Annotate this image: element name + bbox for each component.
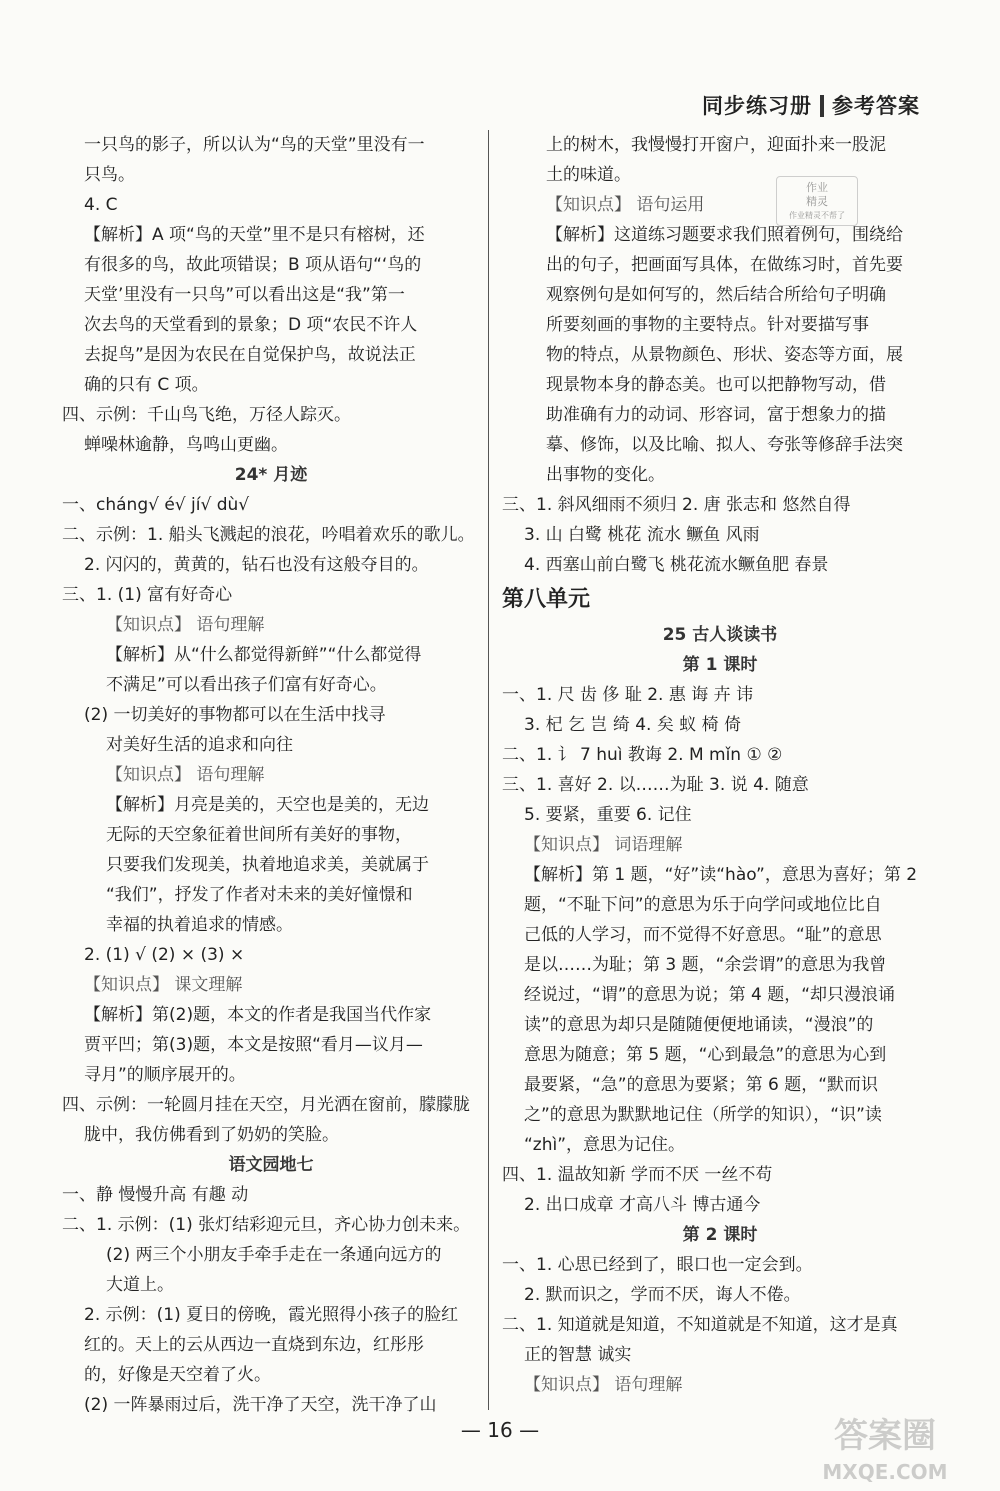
right-column [502,130,938,1400]
text-line: 胧中，我仿佛看到了奶奶的笑脸。 [84,1125,339,1145]
text-line: 2. 闪闪的，黄黄的，钻石也没有这般夺目的。 [84,555,429,575]
section-title: 参考答案 [832,94,920,118]
text-line: 【解析】从“什么都觉得新鲜”“什么都觉得 [106,645,422,665]
text-line: 【解析】这道练习题要求我们照着例句，围绕给 [546,225,903,245]
text-line: 所要刻画的事物的主要特点。针对要描写事 [546,315,869,335]
text-line: 【知识点】 词语理解 [524,835,683,855]
page-number: — 16 — [460,1418,540,1442]
text-line: 观察例句是如何写的，然后结合所给句子明确 [546,285,886,305]
text-line: 有很多的鸟，故此项错误；B 项从语句“‘鸟的 [84,255,422,275]
text-line: “zhì”，意思为记住。 [524,1135,686,1155]
text-line: 读”的意思为却只是随随便便地诵读，“漫浪”的 [524,1015,874,1035]
stamp-line-3: 作业精灵不帮了 [789,211,845,220]
text-line: 三、1. 斜风细雨不须归 2. 唐 张志和 悠然自得 [502,495,851,515]
text-line: 的，好像是天空着了火。 [84,1365,271,1385]
text-line: 次去鸟的天堂看到的景象；D 项“农民不许人 [84,315,418,335]
section-heading: 25 古人谈读书 [662,625,778,645]
text-line: 土的味道。 [546,165,631,185]
watermark-line-1: 答案圈 [834,1416,936,1456]
text-line: 【解析】月亮是美的，天空也是美的，无边 [106,795,429,815]
text-line: 【解析】第(2)题，本文的作者是我国当代作家 [84,1005,432,1025]
section-heading: 语文园地七 [228,1155,314,1175]
text-line: 一只鸟的影子，所以认为“鸟的天堂”里没有一 [84,135,425,155]
text-line: 【知识点】 课文理解 [84,975,243,995]
text-line: 4. 西塞山前白鹭飞 桃花流水鳜鱼肥 春景 [524,555,829,575]
text-line: (2) 一阵暴雨过后，洗干净了天空，洗干净了山 [84,1395,437,1415]
text-line: 对美好生活的追求和向往 [106,735,293,755]
text-line: 无际的天空象征着世间所有美好的事物， [106,825,412,845]
text-line: 正的智慧 诚实 [524,1345,632,1365]
text-line: 四、示例：千山鸟飞绝，万径人踪灭。 [62,405,351,425]
section-heading: 24* 月迹 [234,465,308,485]
text-line: 3. 山 白鹭 桃花 流水 鳜鱼 风雨 [524,525,760,545]
text-line: 2. 示例：(1) 夏日的傍晚，霞光照得小孩子的脸红 [84,1305,459,1325]
text-line: 一、1. 尺 齿 侈 耻 2. 惠 诲 卉 讳 [502,685,754,705]
text-line: 5. 要紧，重要 6. 记住 [524,805,692,825]
text-line: 出事物的变化。 [546,465,665,485]
text-line: 上的树木，我慢慢打开窗户，迎面扑来一股泥 [546,135,886,155]
section-heading: 第 1 课时 [682,655,758,675]
text-line: 一、静 慢慢升高 有趣 动 [62,1185,249,1205]
text-line: 现景物本身的静态美。也可以把静物写动，借 [546,375,886,395]
text-line: “我们”，抒发了作者对未来的美好憧憬和 [106,885,413,905]
text-line: 2. 出口成章 才高八斗 博古通今 [524,1195,761,1215]
watermark-logo [790,1418,980,1488]
text-line: 不满足”可以看出孩子们富有好奇心。 [106,675,387,695]
text-line: 【知识点】 语句理解 [524,1375,683,1395]
text-line: 2. (1) √ (2) × (3) × [84,945,245,965]
section-heading: 第 2 课时 [682,1225,758,1245]
text-line: 大道上。 [106,1275,174,1295]
unit-heading: 第八单元 [502,587,591,612]
text-line: 物的特点，从景物颜色、形状、姿态等方面，展 [546,345,903,365]
text-line: 二、1. 讠 7 huì 教诲 2. M mǐn ① ② [502,745,783,765]
header-divider [820,95,824,117]
text-line: 一、1. 心思已经到了，眼口也一定会到。 [502,1255,813,1275]
text-line: 确的只有 C 项。 [84,375,209,395]
text-line: 摹、修饰，以及比喻、拟人、夸张等修辞手法突 [546,435,903,455]
text-line: 寻月”的顺序展开的。 [84,1065,246,1085]
watermark-line-2: MXQE.COM [822,1460,948,1484]
text-line: 红的。天上的云从西边一直烧到东边，红彤彤 [84,1335,424,1355]
column-divider [488,130,489,1410]
text-line: 蝉噪林逾静，鸟鸣山更幽。 [84,435,288,455]
text-line: 四、示例：一轮圆月挂在天空，月光洒在窗前，朦朦胧 [62,1095,470,1115]
text-line: 三、1. 喜好 2. 以……为耻 3. 说 4. 随意 [502,775,809,795]
text-line: 【解析】A 项“鸟的天堂”里不是只有榕树，还 [84,225,425,245]
page-header [702,90,920,120]
stamp-line-2: 精灵 [806,195,828,208]
book-title: 同步练习册 [702,94,812,118]
text-line: 【解析】第 1 题，“好”读“hào”，意思为喜好；第 2 [524,865,918,885]
text-line: 三、1. (1) 富有好奇心 [62,585,233,605]
text-line: 是以……为耻；第 3 题，“余尝谓”的意思为我曾 [524,955,887,975]
text-line: (2) 两三个小朋友手牵手走在一条通向远方的 [106,1245,442,1265]
text-line: 去捉鸟”是因为农民在自觉保护鸟，故说法正 [84,345,416,365]
text-line: 【知识点】 语句理解 [106,765,265,785]
text-line: 四、1. 温故知新 学而不厌 一丝不苟 [502,1165,773,1185]
stamp-line-1: 作业 [806,181,828,194]
text-line: 3. 杞 乞 岂 绮 4. 矣 蚁 椅 倚 [524,715,742,735]
text-line: 2. 默而识之，学而不厌，诲人不倦。 [524,1285,801,1305]
text-line: 最要紧，“急”的意思为要紧；第 6 题，“默而识 [524,1075,879,1095]
text-line: 【知识点】 语句理解 [106,615,265,635]
text-line: (2) 一切美好的事物都可以在生活中找寻 [84,705,386,725]
text-line: 己低的人学习，而不觉得不好意思。“耻”的意思 [524,925,882,945]
text-line: 二、1. 知道就是知道，不知道就是不知道，这才是真 [502,1315,898,1335]
text-line: 出的句子，把画面写具体，在做练习时，首先要 [546,255,903,275]
text-line: 题，“不耻下问”的意思为乐于向学问或地位比自 [524,895,882,915]
text-line: 意思为随意；第 5 题，“心到最急”的意思为心到 [524,1045,887,1065]
text-line: 贾平凹；第(3)题，本文是按照“看月—议月— [84,1035,423,1055]
text-line: 只鸟。 [84,165,135,185]
text-line: 一、cháng√ é√ jí√ dù√ [62,495,250,515]
left-column [62,130,480,1420]
text-line: 二、1. 示例：(1) 张灯结彩迎元旦，齐心协力创未来。 [62,1215,471,1235]
stamp-logo [776,176,858,226]
text-line: 只要我们发现美，执着地追求美，美就属于 [106,855,429,875]
text-line: 【知识点】 语句运用 [546,195,705,215]
text-line: 4. C [84,195,118,215]
text-line: 幸福的执着追求的情感。 [106,915,293,935]
text-line: 之”的意思为默默地记住（所学的知识），“识”读 [524,1105,882,1125]
text-line: 天堂’里没有一只鸟”可以看出这是“我”第一 [84,285,405,305]
text-line: 助准确有力的动词、形容词，富于想象力的描 [546,405,886,425]
text-line: 二、示例：1. 船头飞溅起的浪花，吟唱着欢乐的歌儿。 [62,525,475,545]
text-line: 经说过，“谓”的意思为说；第 4 题，“却只漫浪诵 [524,985,896,1005]
